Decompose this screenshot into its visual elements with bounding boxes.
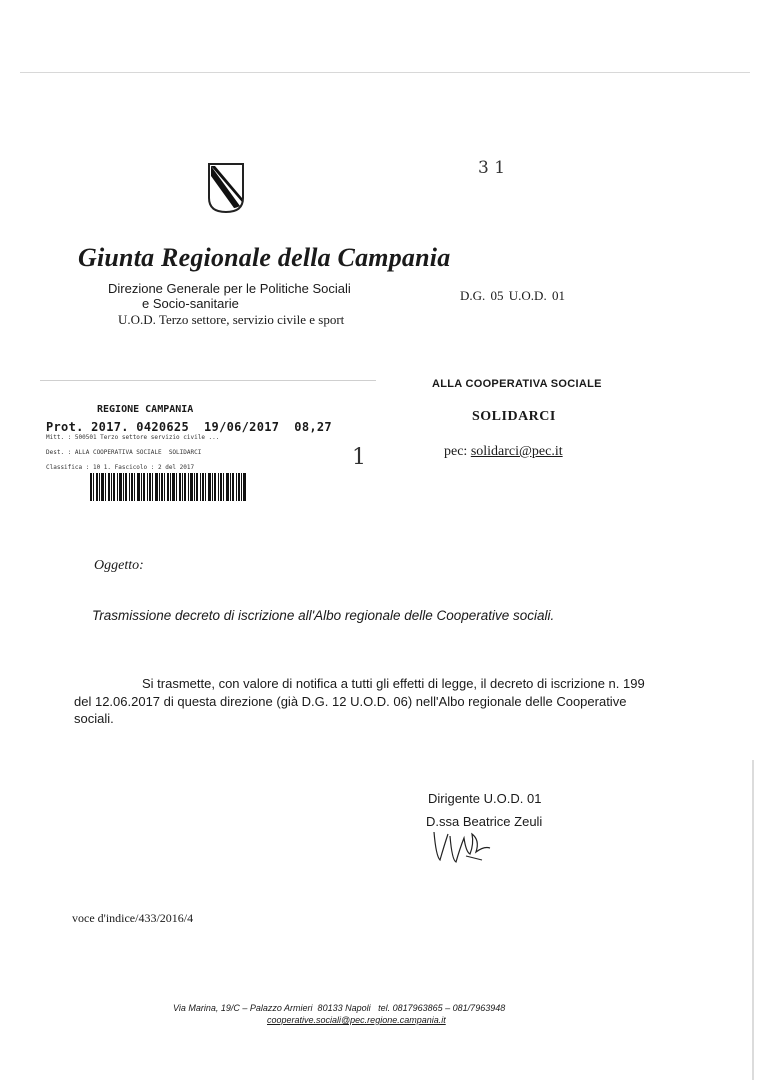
recipient-line: ALLA COOPERATIVA SOCIALE [432,378,602,390]
footer-address: Via Marina, 19/C – Palazzo Armieri 80133 Napoli tel. 0817963865 – 081/7963948 [173,1003,506,1013]
stamp-recipient: Dest. : ALLA COOPERATIVA SOCIALE SOLIDARCI [46,449,202,456]
stamp-classification: Classifica : 10 1. Fascicolo : 2 del 2017 [46,464,195,471]
office-codes: D.G. 05 U.O.D. 01 [460,288,565,303]
handwritten-signature [430,826,510,868]
footer-email-link[interactable]: cooperative.sociali@pec.regione.campania.it [267,1015,446,1025]
handwritten-mark: 1 [352,445,366,470]
signatory-name: D.ssa Beatrice Zeuli [426,814,543,829]
subject-label: Oggetto: [94,558,144,573]
index-reference: voce d'indice/433/2016/4 [72,911,194,925]
barcode [90,473,246,501]
recipient-name: SOLIDARCI [472,409,556,424]
subject-text: Trasmissione decreto di iscrizione all'Albo regionale delle Cooperative sociali. [92,608,555,623]
body-line-1: Si trasmette, con valore di notifica a tutti gli effetti di legge, il decreto di iscrizione n. 199 [142,676,645,691]
direzione-line-1: Direzione Generale per le Politiche Sociali [108,281,351,296]
stamp-heading: REGIONE CAMPANIA [97,404,194,415]
uod-line: U.O.D. Terzo settore, servizio civile e sport [118,312,345,327]
region-emblem-icon [206,162,246,214]
handwritten-page-number: 3 1 [478,158,506,178]
stamp-sender: Mitt. : 500501 Terzo settore servizio civile ... [46,434,220,441]
signatory-role: Dirigente U.O.D. 01 [428,791,542,806]
scan-edge-line [752,760,754,1080]
giunta-title: Giunta Regionale della Campania [78,243,451,272]
stamp-top-line [40,380,376,381]
protocol-number: Prot. 2017. 0420625 19/06/2017 08,27 [46,420,332,434]
pec-address-link[interactable]: solidarci@pec.it [470,444,563,459]
pec-label: pec: [444,444,471,459]
direzione-line-2: e Socio-sanitarie [142,296,239,311]
recipient-pec [444,444,563,460]
scan-top-line [20,72,750,73]
body-line-2: del 12.06.2017 di questa direzione (già D.G. 12 U.O.D. 06) nell'Albo regionale delle Cooperative [74,694,627,709]
body-line-3: sociali. [74,711,114,726]
